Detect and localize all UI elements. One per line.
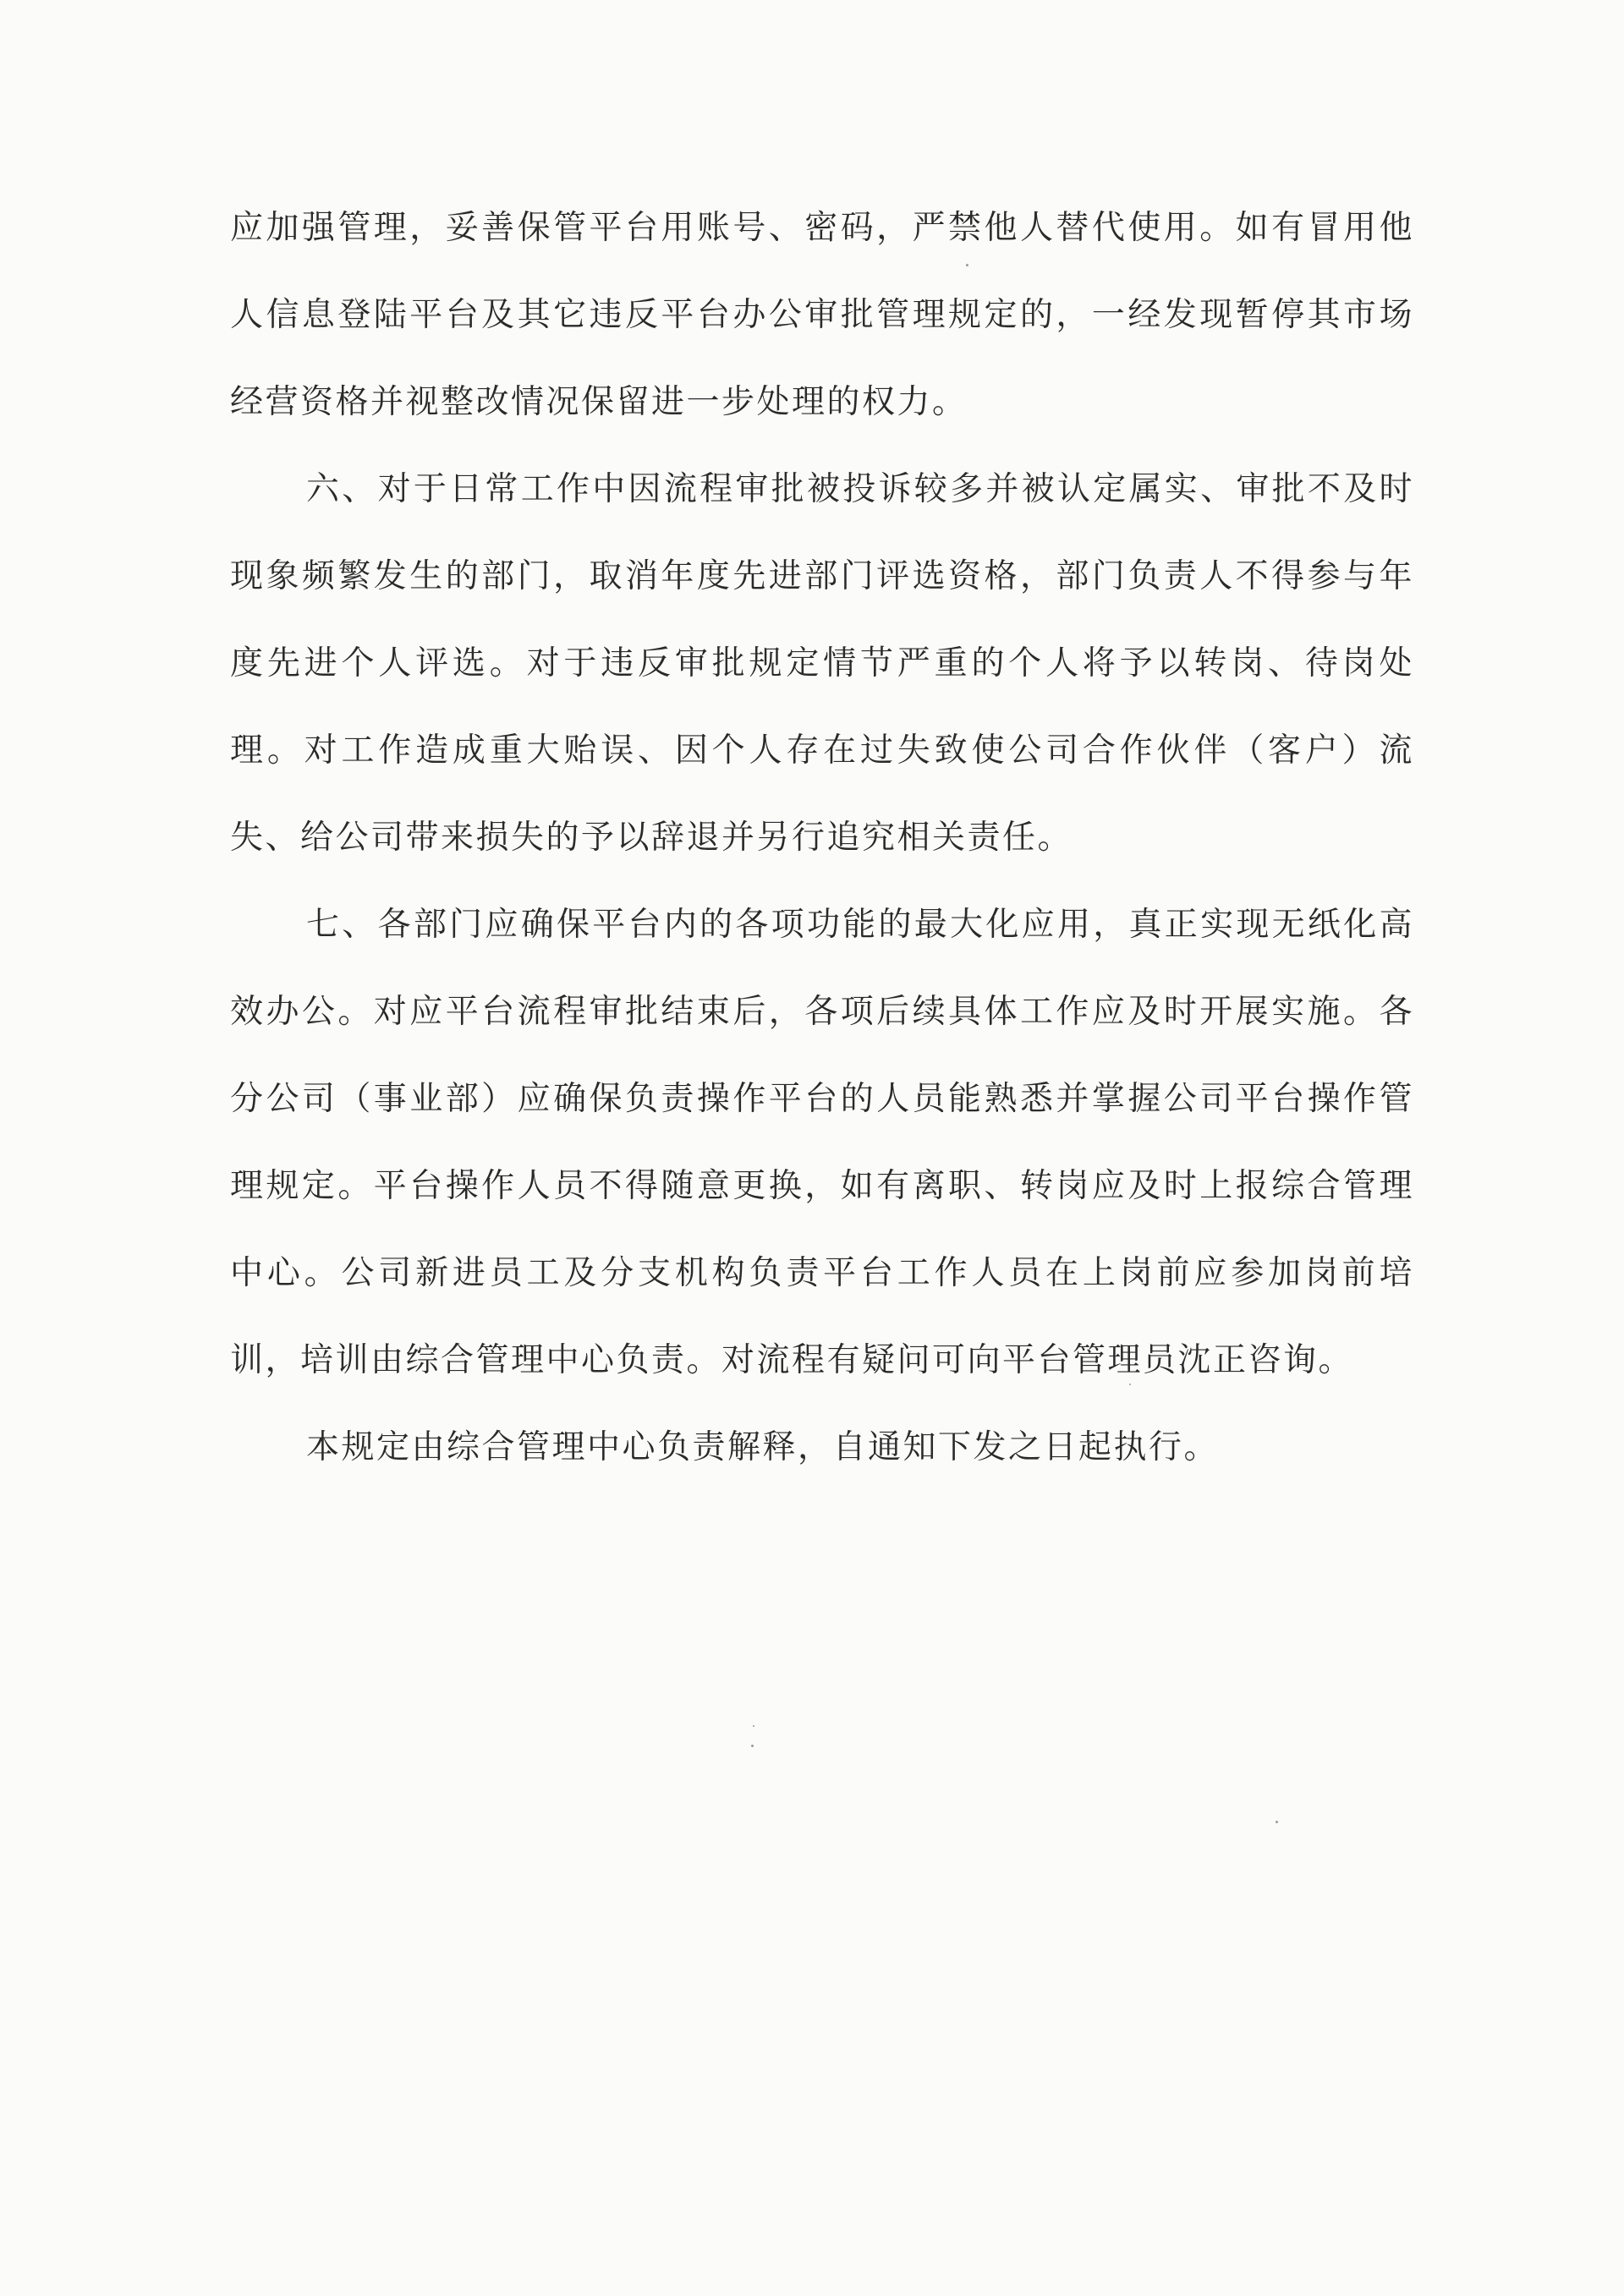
scan-speck	[753, 1725, 754, 1727]
scan-speck	[1276, 1821, 1278, 1823]
scan-speck	[966, 264, 968, 266]
scan-speck	[1129, 1384, 1131, 1385]
document-body	[230, 184, 1414, 1491]
paragraph-continuation: 应加强管理，妥善保管平台用账号、密码，严禁他人替代使用。如有冒用他人信息登陆平台及其它违反平台办公审批管理规定的，一经发现暂停其市场经营资格并视整改情况保留进一步处理的权力。	[230, 209, 1414, 421]
paragraph-item-7: 七、各部门应确保平台内的各项功能的最大化应用，真正实现无纸化高效办公。对应平台流程审批结束后，各项后续具体工作应及时开展实施。各分公司（事业部）应确保负责操作平台的人员能熟悉并掌握公司平台操作管理规定。平台操作人员不得随意更换，如有离职、转岗应及时上报综合管理中心。公司新进员工及分支机构负责平台工作人员在上岗前应参加岗前培训，培训由综合管理中心负责。对流程有疑问可向平台管理员沈正咨询。	[230, 906, 1414, 1379]
paragraph-item-6: 六、对于日常工作中因流程审批被投诉较多并被认定属实、审批不及时现象频繁发生的部门，取消年度先进部门评选资格，部门负责人不得参与年度先进个人评选。对于违反审批规定情节严重的个人将予以转岗、待岗处理。对工作造成重大贻误、因个人存在过失致使公司合作伙伴（客户）流失、给公司带来损失的予以辞退并另行追究相关责任。	[230, 470, 1414, 857]
paragraph-closing: 本规定由综合管理中心负责解释，自通知下发之日起执行。	[306, 1428, 1220, 1466]
scan-speck	[751, 1745, 754, 1747]
